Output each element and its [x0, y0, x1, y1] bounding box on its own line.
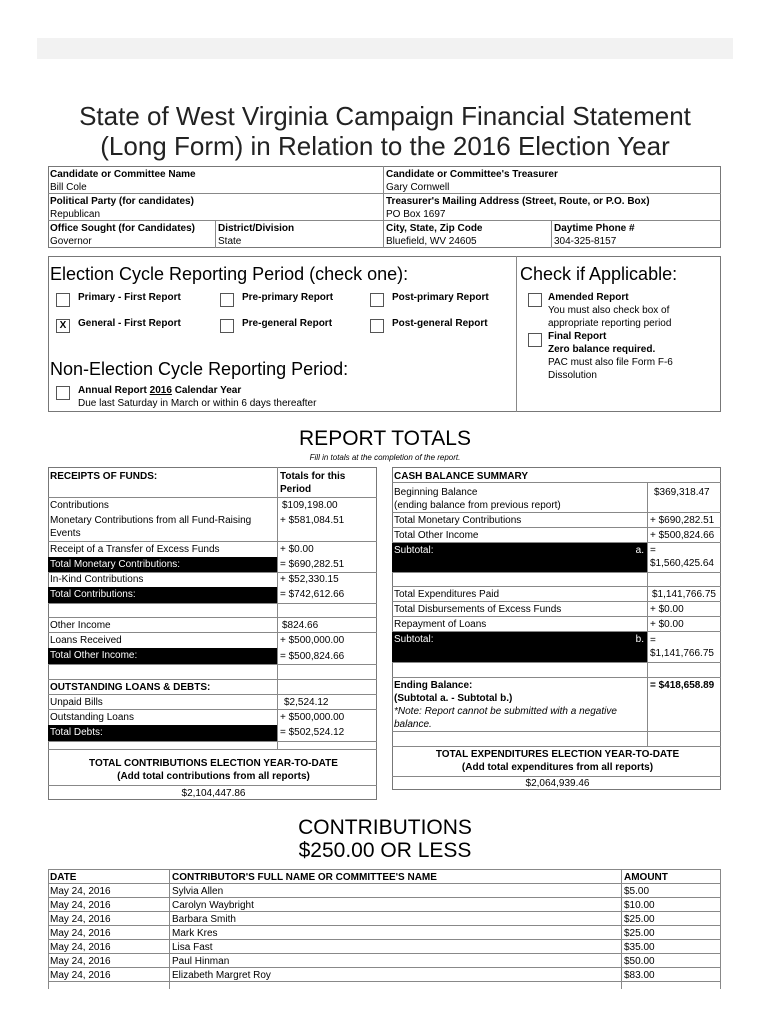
row-name: Carolyn Waybright: [172, 900, 254, 911]
row-date: May 24, 2016: [50, 942, 111, 953]
row-date: May 24, 2016: [50, 914, 111, 925]
amended-label: Amended Report: [548, 292, 629, 303]
other-income-label: Other Income: [50, 620, 111, 631]
amended-note-1: You must also check box of: [548, 305, 670, 316]
row-amount: $50.00: [624, 956, 655, 967]
ytd-expenditures-value[interactable]: $2,064,939.46: [525, 778, 590, 789]
primary-first-label: Primary - First Report: [78, 292, 181, 303]
loans-value[interactable]: + $500,000.00: [280, 635, 345, 646]
district-value[interactable]: State: [218, 236, 242, 247]
zero-balance-label: Zero balance required.: [548, 344, 656, 355]
disbursements-label: Total Disbursements of Excess Funds: [394, 604, 562, 615]
inkind-value[interactable]: + $52,330.15: [280, 574, 339, 585]
total-monetary-value[interactable]: = $690,282.51: [280, 559, 345, 570]
transfer-value[interactable]: + $0.00: [280, 544, 314, 555]
total-monetary-label: Total Monetary Contributions:: [48, 557, 277, 572]
contributions-heading-2: $250.00 OR LESS: [298, 839, 472, 862]
monetary-label-1: Monetary Contributions from all Fund-Raising: [50, 515, 252, 526]
repayment-value[interactable]: + $0.00: [650, 619, 684, 630]
subtotal-a-equals: =: [650, 545, 656, 556]
repayment-label: Repayment of Loans: [394, 619, 487, 630]
annual-report-checkbox[interactable]: [56, 386, 70, 400]
post-general-checkbox[interactable]: [370, 319, 384, 333]
treasurer-label: Candidate or Committee's Treasurer: [386, 169, 558, 180]
column-header-date: DATE: [50, 872, 77, 883]
treasurer-value[interactable]: Gary Cornwell: [386, 182, 450, 193]
address-value[interactable]: PO Box 1697: [386, 209, 446, 220]
subtotal-b-equals: =: [650, 635, 656, 646]
district-label: District/Division: [218, 223, 295, 234]
row-name: Mark Kres: [172, 928, 218, 939]
row-name: Sylvia Allen: [172, 886, 224, 897]
totals-header-1: Totals for this: [280, 471, 346, 482]
primary-first-checkbox[interactable]: [56, 293, 70, 307]
ytd-contributions-label-2: (Add total contributions from all reports): [117, 771, 310, 782]
ytd-contributions-label-1: TOTAL CONTRIBUTIONS ELECTION YEAR-TO-DATE: [89, 758, 338, 769]
ending-balance-value[interactable]: = $418,658.89: [650, 680, 715, 691]
subtotal-a-row: [392, 543, 647, 572]
monetary-label-2: Events: [50, 528, 81, 539]
contributions-label: Contributions: [50, 500, 109, 511]
annual-report-label: Annual Report 2016 Calendar Year: [78, 385, 242, 396]
row-date: May 24, 2016: [50, 956, 111, 967]
post-primary-checkbox[interactable]: [370, 293, 384, 307]
outstanding-label: Outstanding Loans: [50, 712, 134, 723]
inkind-label: In-Kind Contributions: [50, 574, 144, 585]
column-header-name: CONTRIBUTOR'S FULL NAME OR COMMITTEE'S NAME: [172, 872, 437, 883]
other-income-value[interactable]: $824.66: [282, 620, 319, 631]
candidate-label: Candidate or Committee Name: [50, 169, 196, 180]
party-value[interactable]: Republican: [50, 209, 101, 220]
ytd-expenditures-label-1: TOTAL EXPENDITURES ELECTION YEAR-TO-DATE: [435, 749, 680, 760]
address-label: Treasurer's Mailing Address (Street, Route, or P.O. Box): [386, 196, 650, 207]
total-contributions-value[interactable]: = $742,612.66: [280, 589, 345, 600]
ending-balance-note-2: balance.: [394, 719, 432, 730]
expenditures-label: Total Expenditures Paid: [394, 589, 500, 600]
total-other-cash-value[interactable]: + $500,824.66: [650, 530, 715, 541]
amended-note-2: appropriate reporting period: [548, 318, 672, 329]
general-first-label: General - First Report: [78, 318, 181, 329]
subtotal-a-label: Subtotal:: [394, 545, 434, 556]
city-value[interactable]: Bluefield, WV 24605: [386, 236, 477, 247]
pre-general-checkbox[interactable]: [220, 319, 234, 333]
top-toolbar-strip: [37, 38, 733, 59]
report-totals-heading: REPORT TOTALS: [299, 427, 471, 450]
non-election-heading: Non-Election Cycle Reporting Period:: [50, 359, 349, 379]
general-first-checkbox[interactable]: X: [56, 319, 70, 333]
subtotal-a-value[interactable]: $1,560,425.64: [650, 558, 714, 569]
disbursements-value[interactable]: + $0.00: [650, 604, 684, 615]
row-amount: $5.00: [624, 886, 650, 897]
row-amount: $10.00: [624, 900, 655, 911]
outstanding-header: OUTSTANDING LOANS & DEBTS:: [50, 682, 211, 693]
subtotal-b-label: Subtotal:: [394, 634, 434, 645]
election-cycle-heading: Election Cycle Reporting Period (check one):: [50, 264, 409, 284]
ytd-expenditures-label-2: (Add total expenditures from all reports): [461, 762, 654, 773]
total-monetary-cash-label: Total Monetary Contributions: [394, 515, 522, 526]
outstanding-value[interactable]: + $500,000.00: [280, 712, 345, 723]
contributions-value[interactable]: $109,198.00: [282, 500, 338, 511]
total-other-income-label: Total Other Income:: [48, 648, 277, 664]
row-amount: $25.00: [624, 914, 655, 925]
total-other-income-value[interactable]: = $500,824.66: [280, 651, 345, 662]
totals-header-2: Period: [280, 484, 312, 495]
candidate-value[interactable]: Bill Cole: [50, 182, 87, 193]
row-date: May 24, 2016: [50, 900, 111, 911]
ending-balance-label-1: Ending Balance:: [394, 680, 473, 691]
subtotal-b-row: [392, 632, 647, 662]
post-primary-label: Post-primary Report: [392, 292, 489, 303]
row-amount: $83.00: [624, 970, 655, 981]
office-label: Office Sought (for Candidates): [50, 223, 195, 234]
total-other-cash-label: Total Other Income: [394, 530, 479, 541]
amended-checkbox[interactable]: [528, 293, 542, 307]
subtotal-a-letter: a.: [635, 545, 644, 556]
phone-label: Daytime Phone #: [554, 223, 635, 234]
beginning-balance-value[interactable]: $369,318.47: [654, 487, 710, 498]
cash-balance-header: CASH BALANCE SUMMARY: [394, 471, 529, 482]
pre-primary-checkbox[interactable]: [220, 293, 234, 307]
party-label: Political Party (for candidates): [50, 196, 194, 207]
ending-balance-label-2: (Subtotal a. - Subtotal b.): [394, 693, 513, 704]
title-line-1: State of West Virginia Campaign Financial Statement: [79, 101, 691, 131]
beginning-balance-label: Beginning Balance: [394, 487, 478, 498]
office-value[interactable]: Governor: [50, 236, 92, 247]
row-amount: $35.00: [624, 942, 655, 953]
pac-note-1: PAC must also file Form F-6: [548, 357, 673, 368]
applicable-heading: Check if Applicable:: [520, 264, 678, 284]
final-checkbox[interactable]: [528, 333, 542, 347]
contributions-heading-1: CONTRIBUTIONS: [298, 816, 472, 839]
city-label: City, State, Zip Code: [386, 223, 483, 234]
row-amount: $25.00: [624, 928, 655, 939]
monetary-value[interactable]: + $581,084.51: [280, 515, 345, 526]
row-date: May 24, 2016: [50, 970, 111, 981]
row-name: Lisa Fast: [172, 942, 213, 953]
loans-label: Loans Received: [50, 635, 122, 646]
annual-report-note: Due last Saturday in March or within 6 days thereafter: [78, 398, 317, 409]
transfer-label: Receipt of a Transfer of Excess Funds: [50, 544, 220, 555]
beginning-balance-note: (ending balance from previous report): [394, 500, 561, 511]
post-general-label: Post-general Report: [392, 318, 488, 329]
total-debts-label: Total Debts:: [48, 725, 277, 741]
subtotal-b-value[interactable]: $1,141,766.75: [650, 648, 714, 659]
row-name: Elizabeth Margret Roy: [172, 970, 271, 981]
expenditures-value[interactable]: $1,141,766.75: [652, 589, 716, 600]
final-label: Final Report: [548, 331, 607, 342]
unpaid-value[interactable]: $2,524.12: [284, 697, 329, 708]
row-name: Barbara Smith: [172, 914, 236, 925]
phone-value[interactable]: 304-325-8157: [554, 236, 617, 247]
unpaid-label: Unpaid Bills: [50, 697, 103, 708]
total-debts-value[interactable]: = $502,524.12: [280, 727, 345, 738]
pac-note-2: Dissolution: [548, 370, 597, 381]
column-header-amount: AMOUNT: [624, 872, 668, 883]
report-totals-subheading: Fill in totals at the completion of the report.: [309, 453, 461, 462]
subtotal-b-letter: b.: [635, 634, 644, 645]
row-date: May 24, 2016: [50, 928, 111, 939]
pre-general-label: Pre-general Report: [242, 318, 333, 329]
row-name: Paul Hinman: [172, 956, 230, 967]
ending-balance-note-1: *Note: Report cannot be submitted with a negative: [394, 706, 617, 717]
total-monetary-cash-value[interactable]: + $690,282.51: [650, 515, 715, 526]
ytd-contributions-value[interactable]: $2,104,447.86: [181, 788, 246, 799]
total-contributions-label: Total Contributions:: [48, 587, 277, 603]
title-line-2: (Long Form) in Relation to the 2016 Election Year: [100, 131, 670, 161]
receipts-header: RECEIPTS OF FUNDS:: [50, 471, 158, 482]
pre-primary-label: Pre-primary Report: [242, 292, 334, 303]
row-date: May 24, 2016: [50, 886, 111, 897]
